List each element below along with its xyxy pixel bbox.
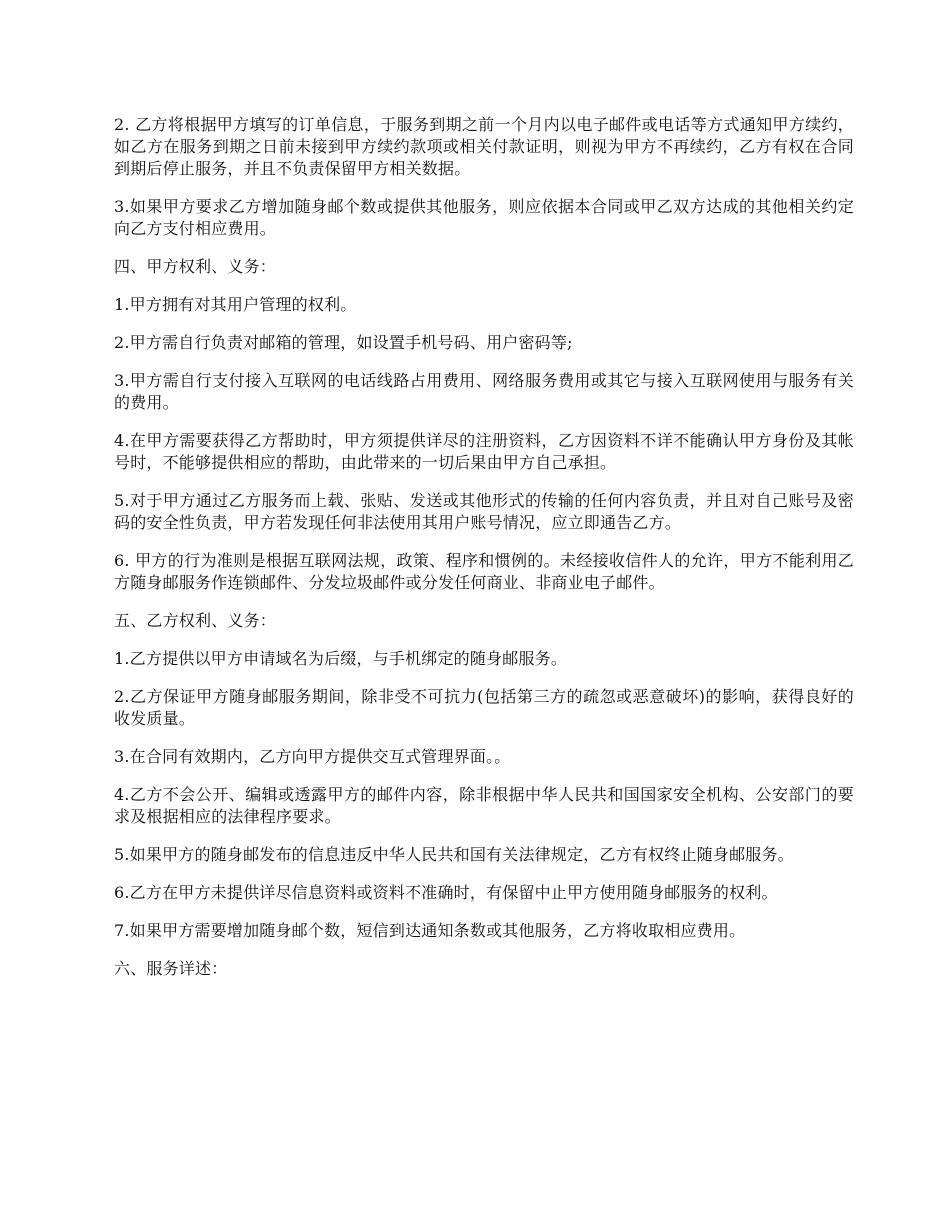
party-b-item-2: 2.乙方保证甲方随身邮服务期间，除非受不可抗力(包括第三方的疏忽或恶意破坏)的影响，获得良好的收发质量。	[114, 687, 854, 728]
party-a-item-6: 6. 甲方的行为准则是根据互联网法规，政策、程序和惯例的。未经接收信件人的允许，甲方不能利用乙方随身邮服务作连锁邮件、分发垃圾邮件或分发任何商业、非商业电子邮件。	[114, 551, 854, 592]
section-heading-party-a: 四、甲方权利、义务：	[114, 257, 277, 276]
document-page	[114, 114, 854, 996]
clause-additional-fees: 3.如果甲方要求乙方增加随身邮个数或提供其他服务，则应依据本合同或甲乙双方达成的其他相关约定向乙方支付相应费用。	[114, 197, 854, 238]
party-a-item-2: 2.甲方需自行负责对邮箱的管理，如设置手机号码、用户密码等;	[114, 333, 573, 352]
party-b-item-7: 7.如果甲方需要增加随身邮个数，短信到达通知条数或其他服务，乙方将收取相应费用。	[114, 921, 746, 940]
party-b-item-6: 6.乙方在甲方未提供详尽信息资料或资料不准确时，有保留中止甲方使用随身邮服务的权利。	[114, 883, 778, 902]
party-b-item-1: 1.乙方提供以甲方申请域名为后缀，与手机绑定的随身邮服务。	[114, 649, 568, 668]
party-a-item-4: 4.在甲方需要获得乙方帮助时，甲方须提供详尽的注册资料，乙方因资料不详不能确认甲方身份及其帐号时，不能够提供相应的帮助，由此带来的一切后果由甲方自己承担。	[114, 431, 854, 472]
clause-renewal-notice: 2. 乙方将根据甲方填写的订单信息，于服务到期之前一个月内以电子邮件或电话等方式通知甲方续约，如乙方在服务到期之日前未接到甲方续约款项或相关付款证明，则视为甲方不再续约，乙方有权在合同到期后停止服务，并且不负责保留甲方相关数据。	[114, 115, 854, 178]
party-b-item-3: 3.在合同有效期内，乙方向甲方提供交互式管理界面。。	[114, 747, 511, 766]
section-heading-service-details: 六、服务详述：	[114, 959, 228, 978]
section-heading-party-b: 五、乙方权利、义务：	[114, 611, 277, 630]
party-a-item-3: 3.甲方需自行支付接入互联网的电话线路占用费用、网络服务费用或其它与接入互联网使用与服务有关的费用。	[114, 371, 854, 412]
party-b-item-4: 4.乙方不会公开、编辑或透露甲方的邮件内容，除非根据中华人民共和国国家安全机构、公安部门的要求及根据相应的法律程序要求。	[114, 785, 854, 826]
party-b-item-5: 5.如果甲方的随身邮发布的信息违反中华人民共和国有关法律规定，乙方有权终止随身邮服务。	[114, 845, 794, 864]
party-a-item-5: 5.对于甲方通过乙方服务而上载、张贴、发送或其他形式的传输的任何内容负责，并且对自己账号及密码的安全性负责，甲方若发现任何非法使用其用户账号情况，应立即通告乙方。	[114, 491, 854, 532]
party-a-item-1: 1.甲方拥有对其用户管理的权利。	[114, 295, 357, 314]
